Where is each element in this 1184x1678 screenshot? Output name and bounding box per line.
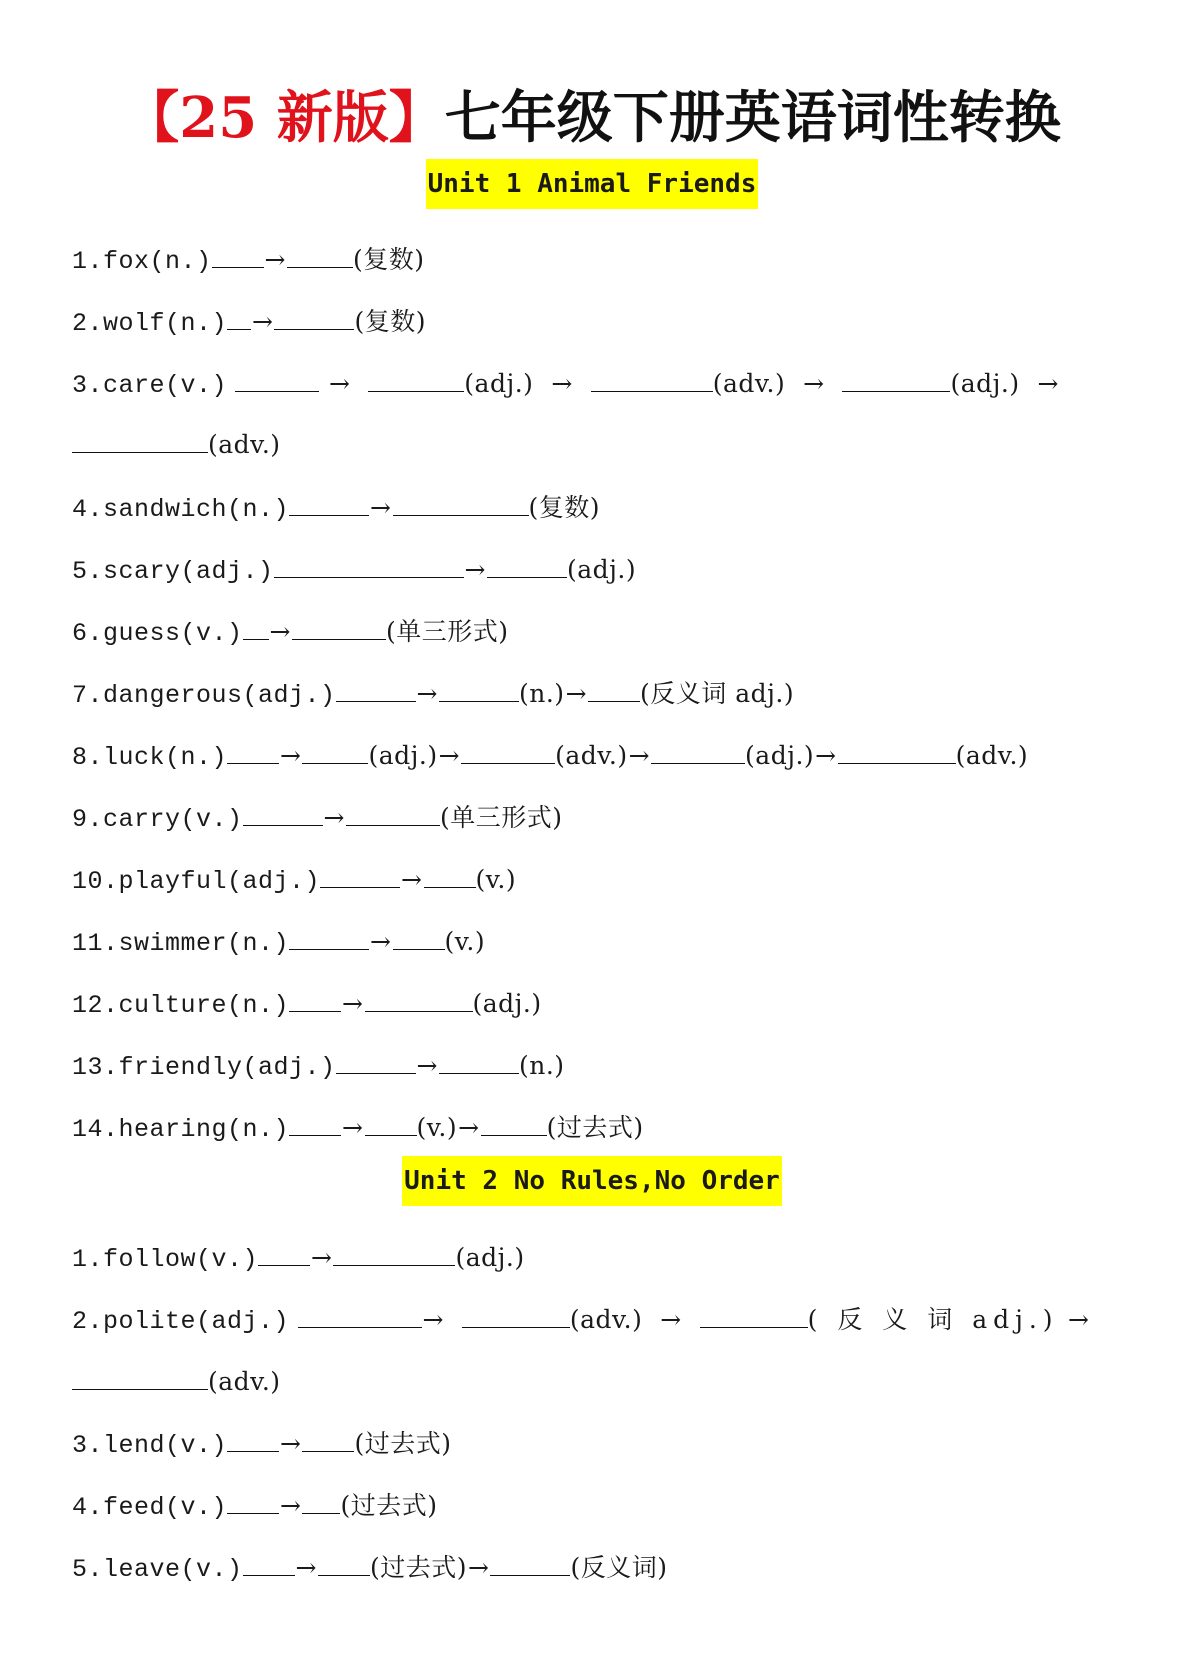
answer-blank[interactable] bbox=[439, 675, 519, 702]
form-label: (反义词) bbox=[570, 1553, 668, 1582]
answer-blank[interactable] bbox=[368, 365, 464, 392]
unit1-item-3 bbox=[72, 364, 1122, 404]
answer-blank[interactable] bbox=[481, 1109, 547, 1136]
form-label: (adj.) bbox=[472, 989, 542, 1018]
item-word: 7.dangerous(adj.) bbox=[72, 681, 336, 710]
answer-blank[interactable] bbox=[243, 613, 269, 640]
unit1-item-7 bbox=[72, 674, 1122, 714]
item-word: 4.sandwich(n.) bbox=[72, 495, 290, 524]
answer-blank[interactable] bbox=[700, 1301, 808, 1328]
title-main: 七年级下册英语词性转换 bbox=[444, 85, 1061, 151]
arrow: → bbox=[280, 1429, 302, 1458]
arrow: → bbox=[464, 555, 486, 584]
answer-blank[interactable] bbox=[289, 985, 341, 1012]
arrow: → bbox=[295, 1553, 317, 1582]
title-edition-tag: 【25 新版】 bbox=[123, 85, 445, 151]
form-label: (adj.) bbox=[567, 555, 637, 584]
answer-blank[interactable] bbox=[393, 489, 529, 516]
item-word: 5.scary(adj.) bbox=[72, 557, 274, 586]
answer-blank[interactable] bbox=[258, 1239, 310, 1266]
answer-blank[interactable] bbox=[274, 303, 354, 330]
unit1-item-8 bbox=[72, 736, 1122, 776]
unit1-item-5 bbox=[72, 550, 1122, 590]
answer-blank[interactable] bbox=[289, 489, 369, 516]
arrow: → bbox=[438, 741, 461, 770]
form-label: (adj.) bbox=[464, 369, 534, 398]
unit1-item-6 bbox=[72, 612, 1122, 652]
answer-blank[interactable] bbox=[292, 613, 386, 640]
unit1-item-13 bbox=[72, 1046, 1122, 1086]
arrow: → bbox=[422, 1305, 444, 1334]
answer-blank[interactable] bbox=[461, 737, 555, 764]
answer-blank[interactable] bbox=[274, 551, 464, 578]
arrow: → bbox=[416, 679, 438, 708]
form-label: (n.) bbox=[519, 1051, 565, 1080]
arrow: → bbox=[458, 1113, 480, 1142]
answer-blank[interactable] bbox=[227, 737, 279, 764]
unit-1-heading-text: Unit 1 Animal Friends bbox=[426, 159, 759, 209]
unit1-item-3-cont bbox=[72, 425, 1122, 465]
form-label: ( 反 义 词 adj.) bbox=[807, 1305, 1059, 1334]
unit1-item-14 bbox=[72, 1108, 1122, 1148]
unit1-item-9 bbox=[72, 798, 1122, 838]
answer-blank[interactable] bbox=[235, 365, 319, 392]
arrow: → bbox=[323, 803, 345, 832]
arrow: → bbox=[551, 369, 573, 398]
form-label: (adv.) bbox=[955, 741, 1029, 770]
item-word: 2.wolf(n.) bbox=[72, 309, 228, 338]
answer-blank[interactable] bbox=[302, 1487, 340, 1514]
item-word: 1.follow(v.) bbox=[72, 1245, 259, 1274]
answer-blank[interactable] bbox=[320, 861, 400, 888]
answer-blank[interactable] bbox=[439, 1047, 519, 1074]
unit2-item-4 bbox=[72, 1486, 1122, 1526]
form-label: (单三形式) bbox=[385, 617, 509, 646]
arrow: → bbox=[280, 741, 302, 770]
unit-2-heading bbox=[0, 1156, 1184, 1206]
form-label: (单三形式) bbox=[439, 803, 563, 832]
unit-2-heading-text: Unit 2 No Rules,No Order bbox=[402, 1156, 782, 1206]
answer-blank[interactable] bbox=[289, 1109, 341, 1136]
form-label: (v.) bbox=[444, 927, 486, 956]
arrow: → bbox=[370, 927, 392, 956]
answer-blank[interactable] bbox=[289, 923, 369, 950]
form-label: (adv.) bbox=[569, 1305, 643, 1334]
answer-blank[interactable] bbox=[651, 737, 745, 764]
answer-blank[interactable] bbox=[365, 985, 473, 1012]
unit1-item-1 bbox=[72, 240, 1122, 280]
unit-1-heading bbox=[0, 159, 1184, 209]
unit1-item-4 bbox=[72, 488, 1122, 528]
answer-blank[interactable] bbox=[487, 551, 567, 578]
item-word: 6.guess(v.) bbox=[72, 619, 243, 648]
form-label: (复数) bbox=[528, 493, 601, 522]
arrow: → bbox=[416, 1051, 438, 1080]
arrow: → bbox=[1037, 369, 1059, 398]
arrow: → bbox=[264, 245, 286, 274]
answer-blank[interactable] bbox=[490, 1549, 570, 1576]
answer-blank[interactable] bbox=[842, 365, 950, 392]
arrow: → bbox=[468, 1553, 490, 1582]
answer-blank[interactable] bbox=[243, 1549, 295, 1576]
form-label: (反义词 adj.) bbox=[640, 679, 795, 708]
answer-blank[interactable] bbox=[227, 303, 251, 330]
form-label: (adv.) bbox=[208, 430, 281, 459]
arrow: → bbox=[342, 989, 364, 1018]
answer-blank[interactable] bbox=[227, 1425, 279, 1452]
form-label: (复数) bbox=[354, 307, 426, 336]
arrow: → bbox=[660, 1305, 682, 1334]
answer-blank[interactable] bbox=[298, 1301, 422, 1328]
answer-blank[interactable] bbox=[318, 1549, 370, 1576]
answer-blank[interactable] bbox=[462, 1301, 570, 1328]
answer-blank[interactable] bbox=[336, 1047, 416, 1074]
form-label: (adv.) bbox=[555, 741, 628, 770]
item-word: 12.culture(n.) bbox=[72, 991, 290, 1020]
item-word: 11.swimmer(n.) bbox=[72, 929, 290, 958]
arrow: → bbox=[269, 617, 291, 646]
page-title bbox=[0, 82, 1184, 154]
arrow: → bbox=[565, 679, 588, 708]
item-word: 3.lend(v.) bbox=[72, 1431, 228, 1460]
item-word: 13.friendly(adj.) bbox=[72, 1053, 336, 1082]
arrow: → bbox=[1068, 1305, 1090, 1334]
form-label: (复数) bbox=[352, 245, 425, 274]
item-word: 2.polite(adj.) bbox=[72, 1307, 290, 1336]
answer-blank[interactable] bbox=[212, 241, 264, 268]
unit2-item-5 bbox=[72, 1548, 1122, 1588]
answer-blank[interactable] bbox=[588, 675, 640, 702]
unit2-item-2 bbox=[72, 1300, 1122, 1340]
unit1-item-2 bbox=[72, 302, 1122, 342]
unit2-item-1 bbox=[72, 1238, 1122, 1278]
answer-blank[interactable] bbox=[302, 1425, 354, 1452]
answer-blank[interactable] bbox=[336, 675, 416, 702]
answer-blank[interactable] bbox=[287, 241, 353, 268]
item-word: 1.fox(n.) bbox=[72, 247, 212, 276]
form-label: (adv.) bbox=[712, 369, 786, 398]
item-word: 10.playful(adj.) bbox=[72, 867, 321, 896]
arrow: → bbox=[628, 741, 651, 770]
unit1-item-11 bbox=[72, 922, 1122, 962]
arrow: → bbox=[252, 307, 274, 336]
form-label: (adj.) bbox=[455, 1243, 525, 1272]
arrow: → bbox=[311, 1243, 333, 1272]
answer-blank[interactable] bbox=[333, 1239, 455, 1266]
arrow: → bbox=[342, 1113, 364, 1142]
form-label: (v.) bbox=[475, 865, 517, 894]
answer-blank[interactable] bbox=[838, 737, 956, 764]
form-label: (过去式) bbox=[546, 1113, 644, 1142]
item-word: 8.luck(n.) bbox=[72, 743, 228, 772]
answer-blank[interactable] bbox=[346, 799, 440, 826]
form-label: (adj.) bbox=[950, 369, 1020, 398]
answer-blank[interactable] bbox=[424, 861, 476, 888]
arrow: → bbox=[803, 369, 825, 398]
answer-blank[interactable] bbox=[243, 799, 323, 826]
answer-blank[interactable] bbox=[591, 365, 713, 392]
unit2-item-3 bbox=[72, 1424, 1122, 1464]
answer-blank[interactable] bbox=[72, 426, 208, 453]
arrow: → bbox=[328, 369, 351, 398]
unit1-item-10 bbox=[72, 860, 1122, 900]
unit1-item-12 bbox=[72, 984, 1122, 1024]
answer-blank[interactable] bbox=[302, 737, 368, 764]
answer-blank[interactable] bbox=[227, 1487, 279, 1514]
form-label: (v.) bbox=[416, 1113, 458, 1142]
form-label: (过去式) bbox=[369, 1553, 467, 1582]
arrow: → bbox=[370, 493, 392, 522]
unit2-item-2-cont bbox=[72, 1362, 1122, 1402]
item-word: 3.care(v.) bbox=[72, 371, 228, 400]
form-label: (n.) bbox=[519, 679, 565, 708]
item-word: 9.carry(v.) bbox=[72, 805, 243, 834]
answer-blank[interactable] bbox=[393, 923, 445, 950]
item-word: 4.feed(v.) bbox=[72, 1493, 228, 1522]
form-label: (过去式) bbox=[354, 1429, 452, 1458]
item-word: 5.leave(v.) bbox=[72, 1555, 243, 1584]
answer-blank[interactable] bbox=[72, 1363, 208, 1390]
form-label: (adj.) bbox=[745, 741, 815, 770]
form-label: (adj.) bbox=[368, 741, 438, 770]
form-label: (adv.) bbox=[208, 1367, 281, 1396]
answer-blank[interactable] bbox=[365, 1109, 417, 1136]
arrow: → bbox=[401, 865, 423, 894]
form-label: (过去式) bbox=[340, 1491, 438, 1520]
arrow: → bbox=[815, 741, 837, 770]
arrow: → bbox=[280, 1491, 302, 1520]
item-word: 14.hearing(n.) bbox=[72, 1115, 290, 1144]
